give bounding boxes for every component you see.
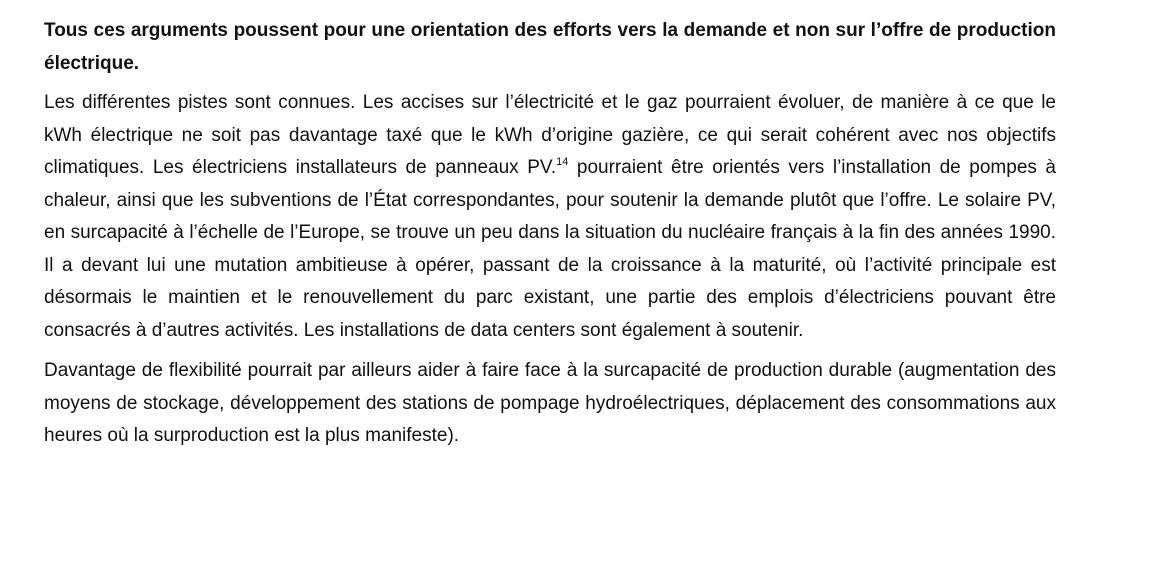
paragraph-pistes-text-end: pourraient être orientés vers l’installation de pompes à chaleur, ainsi que les subventions de l’État correspondantes, pour soutenir la demande plutôt que l’offre. Le solaire PV, en surcapacité à l’échelle de l’Europe, se trouve un peu dans la situation du nucléaire français à la fin des années 1990. Il a devant lui une mutation ambitieuse à opérer, passant de la croissance à la maturité, où l’activité principale est désormais le maintien et le renouvellement du parc existant, une partie des emplois d’électriciens pouvant être consacrés à d’autres activités. Les installations de data centers sont également à soutenir. [44,157,1056,341]
paragraph-flexibilite: Davantage de flexibilité pourrait par ailleurs aider à faire face à la surcapacité de production durable (augmentation des moyens de stockage, développement des stations de pompage hydroélectriques, déplacement des consommations aux heures où la surproduction est la plus manifeste). [44,360,1056,446]
paragraph-pistes [44,87,1056,347]
footnote-reference[interactable]: 14 [556,155,569,168]
document-page [44,14,1056,453]
paragraph-pistes-text-start: Les différentes pistes sont connues. Les accises sur l’électricité et le gaz pourraient évoluer, de manière à ce que le kWh électrique ne soit pas davantage taxé que le kWh d’origine gazière, ce qui serait cohérent avec nos objectifs climatiques. Les électriciens installateurs de panneaux PV. [44,92,1056,178]
bold-heading: Tous ces arguments poussent pour une orientation des efforts vers la demande et non sur l’offre de production électrique. [44,20,1056,74]
